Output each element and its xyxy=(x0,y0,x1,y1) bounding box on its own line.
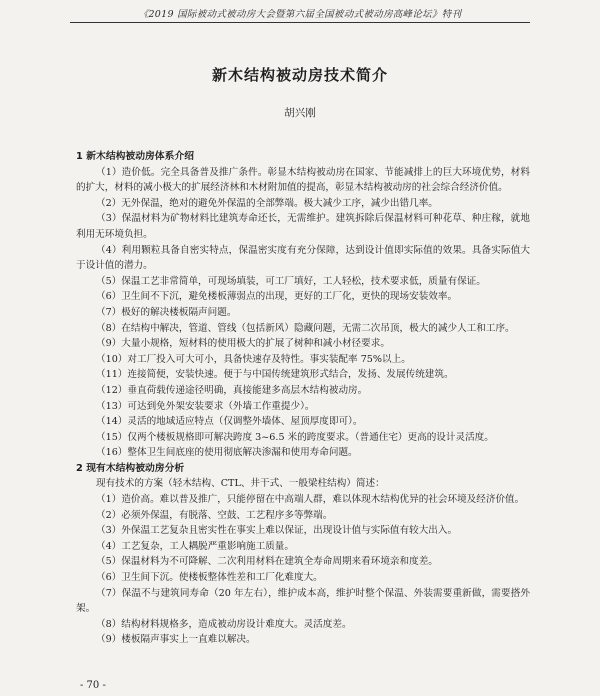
paragraph: 现有技术的方案（轻木结构、CTL、井干式、一般梁柱结构）简述： xyxy=(96,478,385,490)
paragraph: （15）仅两个楼板规格即可解决跨度 3~6.5 米的跨度要求。（普通住宅）更高的设计灵活度。 xyxy=(96,431,494,443)
paragraph: （9）楼板隔声事实上一直难以解决。 xyxy=(96,634,256,646)
paragraph: （4）利用颗粒具备自密实特点，保温密实度有充分保障，达到设计值即实际值的效果。具备实际值大于设计值的潜力。 xyxy=(76,244,530,272)
paragraph: （6）卫生间不下沉，避免楼板薄弱点的出现，更好的工厂化，更快的现场安装效率。 xyxy=(96,291,458,303)
paragraph: （13）可达到免外架安装要求（外墙工作重提少）。 xyxy=(96,400,315,412)
article-body xyxy=(76,149,530,648)
section-heading: 1 新木结构被动房体系介绍 xyxy=(76,151,194,162)
paragraph: （12）垂直荷载传递途径明确，真接能建多高层木结构被动房。 xyxy=(96,384,368,396)
paragraph: （11）连接简便，安装快速。便于与中国传统建筑形式结合，发扬、发展传统建筑。 xyxy=(96,369,454,381)
paragraph: （2）无外保温，绝对的避免外保温的全部弊端。极大减少工序，减少出错几率。 xyxy=(96,197,438,209)
article-author: 胡兴刚 xyxy=(284,107,316,119)
paragraph: （7）极好的解决楼板隔声问题。 xyxy=(96,306,237,318)
paragraph: （1）造价低。完全具备普及推广条件。彰显木结构被动房在国家、节能减排上的巨大环境优势，材料的扩大，材料的减小极大的扩展经济林和木材附加值的提高，彰显木结构被动房的社会综合经济价值。 xyxy=(76,166,530,194)
paragraph: （9）大量小规格，短材料的使用极大的扩展了树种和减小材径要求。 xyxy=(96,338,390,350)
paragraph: （8）在结构中解决，管道、管线（包括新风）隐藏问题，无需二次吊顶，极大的减少人工和工序。 xyxy=(96,322,515,334)
paragraph: （6）卫生间下沉。使楼板整体性差和工厂化难度大。 xyxy=(96,572,323,584)
paragraph: （3）外保温工艺复杂且密实性在事实上难以保证，出现设计值与实际值有较大出入。 xyxy=(96,525,458,537)
running-header: 《2019 国际被动式被动房大会暨第六届全国被动式被动房高峰论坛》特刊 xyxy=(138,9,462,20)
section-heading: 2 现有木结构被动房分析 xyxy=(76,462,185,474)
paragraph: （7）保温不与建筑同寿命（20 年左右），维护成本高，维护时整个保温、外装需要重新做，需要搭外架。 xyxy=(76,587,530,615)
page-number: - 70 - xyxy=(80,680,106,691)
paragraph: （3）保温材料为矿物材料比建筑寿命还长，无需维护。建筑拆除后保温材料可种花草、种庄稼，就地利用无环境负担。 xyxy=(76,213,530,240)
paragraph: （14）灵活的地域适应特点（仅调整外墙体、屋顶厚度即可）。 xyxy=(96,416,363,428)
paragraph: （2）必须外保温，有脱落、空鼓、工艺程序多等弊端。 xyxy=(96,509,333,521)
paragraph: （16）整体卫生间底座的使用彻底解决渗漏和使用寿命问题。 xyxy=(96,447,358,459)
paragraph: （10）对工厂投入可大可小，具备快速存及特性。事实装配率 75%以上。 xyxy=(96,353,411,365)
paragraph: （1）造价高。难以普及推广，只能停留在中高端人群，难以体现木结构优异的社会环境及经济价值。 xyxy=(96,494,525,506)
paragraph: （4）工艺复杂，工人耦脱严重影响施工质量。 xyxy=(96,540,294,552)
paragraph: （5）保温工艺非常简单，可现场填装，可工厂填好，工人轻松，技术要求低，质量有保证。 xyxy=(96,275,486,287)
paragraph: （8）结构材料规格多，造成被动房设计难度大。灵活度差。 xyxy=(96,618,352,630)
article-title: 新木结构被动房技术简介 xyxy=(211,66,388,84)
header-rule xyxy=(70,22,530,23)
paragraph: （5）保温材料为不可降解、二次利用材料在建筑全寿命周期来看环境亲和度差。 xyxy=(96,556,438,568)
